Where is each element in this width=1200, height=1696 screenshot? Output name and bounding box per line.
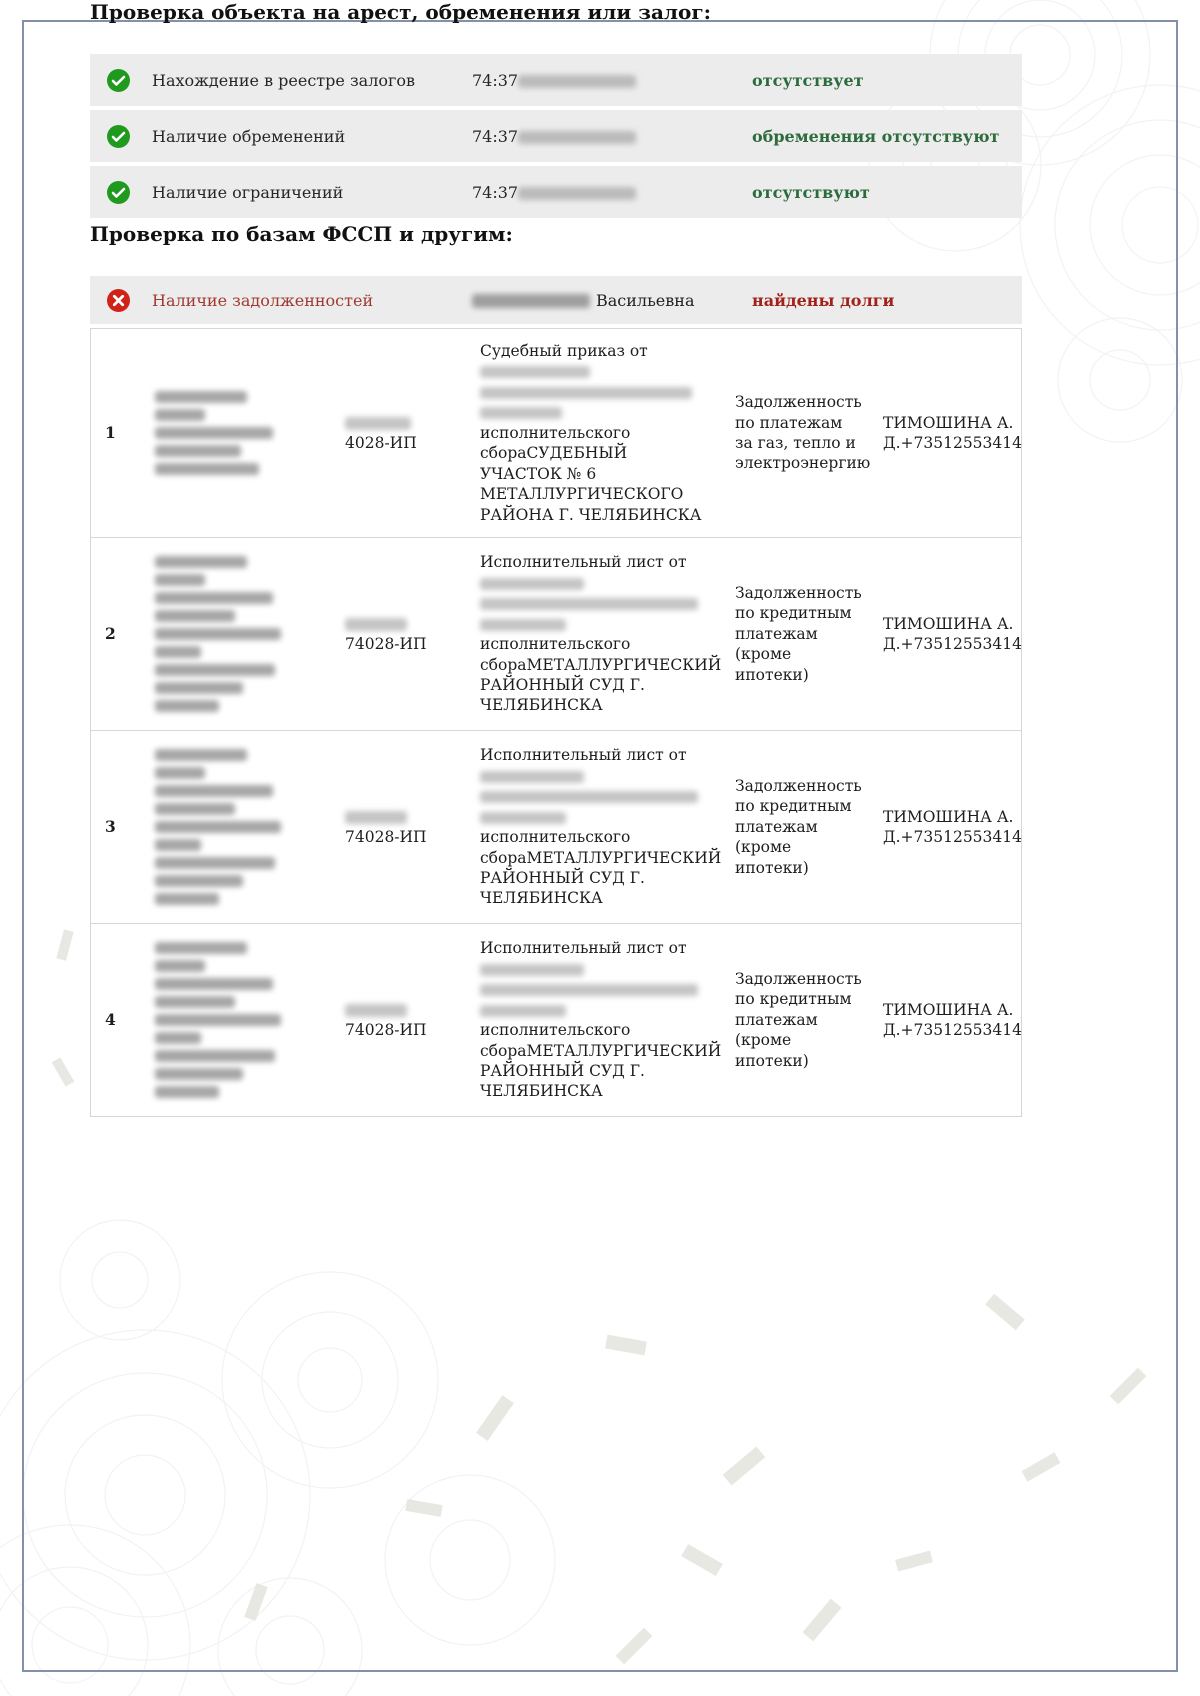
check-icon-cell: [90, 181, 152, 204]
report-body: [90, 0, 1022, 1117]
redacted-cadastral: [518, 187, 636, 200]
success-check-icon: [107, 125, 130, 148]
cadastral-number: 74:37: [472, 183, 752, 202]
debt-row: [91, 923, 1021, 1116]
check-row-debts: [90, 276, 1022, 324]
case-number: 74028-ИП: [331, 797, 466, 858]
execution-document: Судебный приказ от исполнительского сбораСУДЕБНЫЙ УЧАСТОК № 6 МЕТАЛЛУРГИЧЕСКОГО РАЙОНА Г. ЧЕЛЯБИНСКА: [480, 342, 702, 524]
check-status: найдены долги: [752, 290, 895, 310]
debt-row: [91, 730, 1021, 923]
debt-row-number: 2: [105, 623, 116, 643]
check-status: обременения отсутствуют: [752, 126, 1000, 146]
error-cross-icon: [107, 289, 130, 312]
bailiff-contact: ТИМОШИНА А. Д.+73512553414: [883, 807, 1022, 847]
debt-row-number: 3: [105, 816, 116, 836]
error-icon-cell: [90, 289, 152, 312]
check-icon-cell: [90, 125, 152, 148]
cadastral-number: 74:37: [472, 71, 752, 90]
debt-type: Задолженность по кредитным платежам (кроме ипотеки): [735, 583, 862, 684]
check-label: Нахождение в реестре залогов: [152, 70, 416, 90]
redacted-debtor-info: [141, 540, 331, 728]
section-fssp-title: Проверка по базам ФССП и другим:: [90, 222, 513, 246]
check-status: отсутствует: [752, 70, 864, 90]
redacted-debtor-info: [141, 926, 331, 1114]
bailiff-contact: ТИМОШИНА А. Д.+73512553414: [883, 1000, 1022, 1040]
check-icon-cell: [90, 69, 152, 92]
check-label: Наличие ограничений: [152, 182, 344, 202]
debt-row-number: 1: [105, 422, 116, 442]
check-row-encumbrances: [90, 110, 1022, 162]
debt-type: Задолженность по кредитным платежам (кроме ипотеки): [735, 969, 862, 1070]
section-object-title: Проверка объекта на арест, обременения или залог:: [90, 0, 712, 24]
redacted-case-prefix: [345, 618, 407, 631]
check-status: отсутствуют: [752, 182, 870, 202]
redacted-debtor-info: [141, 733, 331, 921]
case-number: 4028-ИП: [331, 403, 466, 464]
check-label: Наличие обременений: [152, 126, 346, 146]
execution-document: Исполнительный лист от исполнительского сбораМЕТАЛЛУРГИЧЕСКИЙ РАЙОННЫЙ СУД Г. ЧЕЛЯБИНСКА: [480, 939, 722, 1101]
success-check-icon: [107, 181, 130, 204]
cadastral-number: 74:37: [472, 127, 752, 146]
debts-table: [90, 328, 1022, 1117]
case-number: 74028-ИП: [331, 990, 466, 1051]
success-check-icon: [107, 69, 130, 92]
redacted-person-name: [472, 294, 590, 308]
redacted-cadastral: [518, 75, 636, 88]
debt-row-number: 4: [105, 1009, 116, 1029]
redacted-case-prefix: [345, 417, 411, 430]
debt-type: Задолженность по кредитным платежам (кроме ипотеки): [735, 776, 862, 877]
case-number: 74028-ИП: [331, 604, 466, 665]
execution-document: Исполнительный лист от исполнительского сбораМЕТАЛЛУРГИЧЕСКИЙ РАЙОННЫЙ СУД Г. ЧЕЛЯБИНСКА: [480, 746, 722, 908]
bailiff-contact: ТИМОШИНА А. Д.+73512553414: [883, 614, 1022, 654]
check-label: Наличие задолженностей: [152, 290, 374, 310]
debt-row: [91, 329, 1021, 537]
person-name: Васильевна: [472, 291, 752, 310]
redacted-case-prefix: [345, 1004, 407, 1017]
debt-type: Задолженность по платежам за газ, тепло и электроэнергию: [735, 393, 871, 473]
check-row-restrictions: [90, 166, 1022, 218]
check-row-pledge-registry: [90, 54, 1022, 106]
redacted-debtor-info: [141, 375, 331, 491]
bailiff-contact: ТИМОШИНА А. Д.+73512553414: [883, 413, 1022, 453]
redacted-cadastral: [518, 131, 636, 144]
debt-row: [91, 537, 1021, 730]
redacted-case-prefix: [345, 811, 407, 824]
execution-document: Исполнительный лист от исполнительского сбораМЕТАЛЛУРГИЧЕСКИЙ РАЙОННЫЙ СУД Г. ЧЕЛЯБИНСКА: [480, 553, 722, 715]
